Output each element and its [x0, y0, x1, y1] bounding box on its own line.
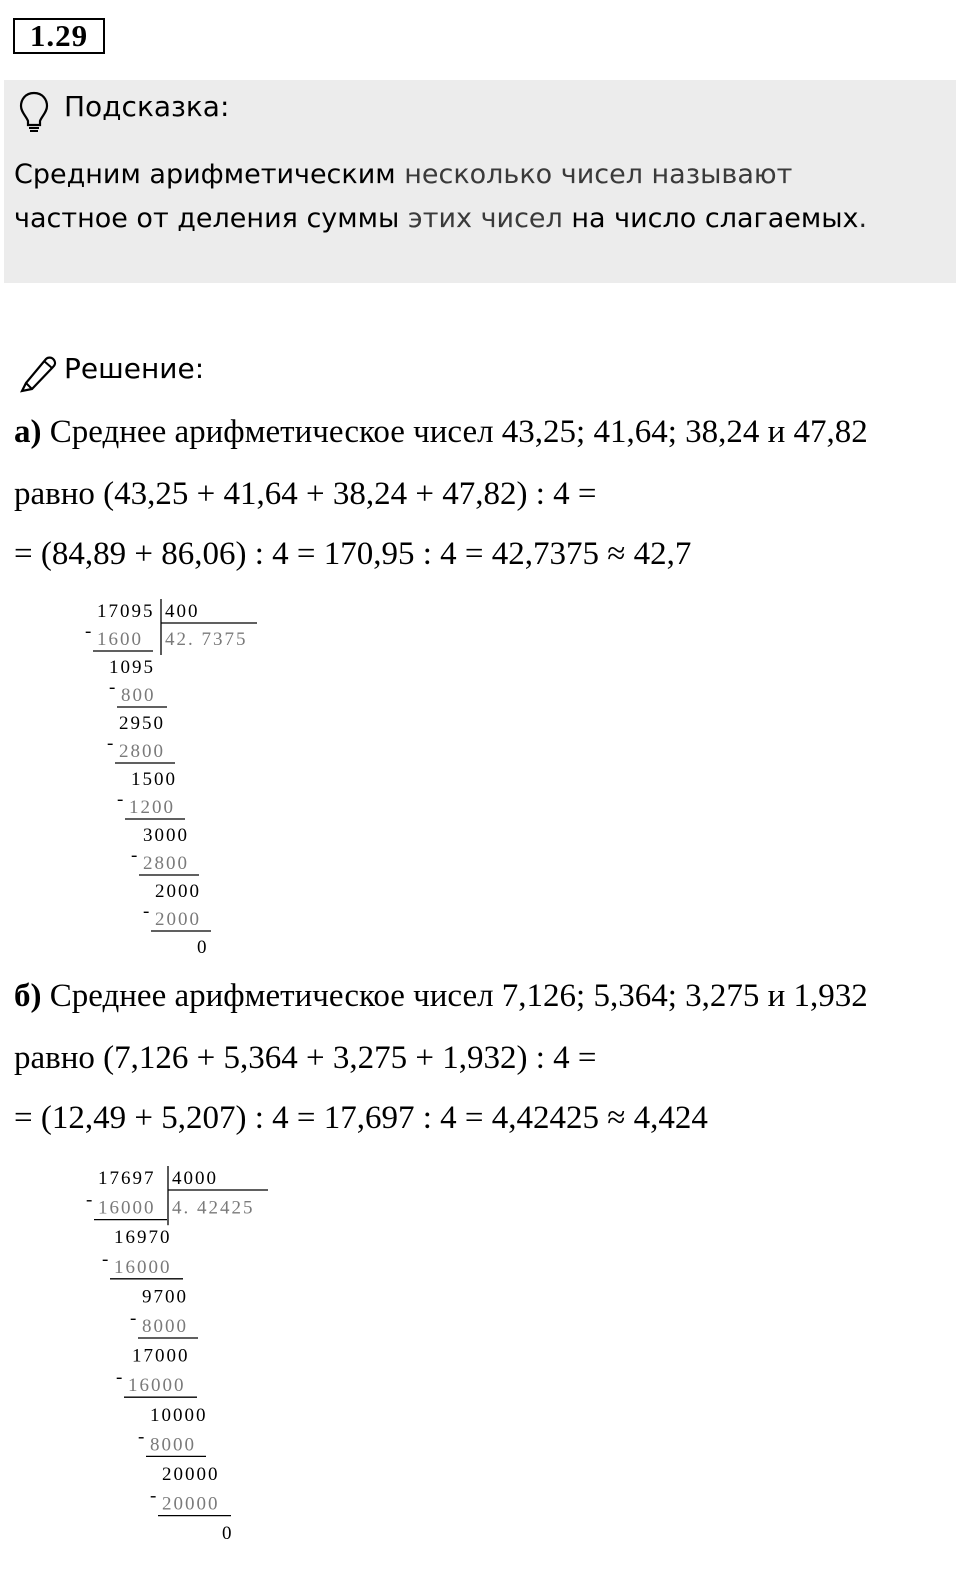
remainder: 1095 [109, 657, 155, 678]
lightbulb-icon [18, 90, 50, 139]
part-a-line-3: = (84,89 + 86,06) : 4 = 170,95 : 4 = 42,7375 ≈ 42,7 [14, 536, 692, 572]
part-b-line-3: = (12,49 + 5,207) : 4 = 17,697 : 4 = 4,42425 ≈ 4,424 [14, 1100, 708, 1136]
subtrahend: 2800 [143, 853, 189, 874]
part-a-text-1: Среднее арифметическое чисел 43,25; 41,64; 38,24 и 47,82 [41, 414, 868, 450]
minus-sign: - [85, 621, 94, 642]
subtrahend: 16000 [98, 1197, 156, 1219]
hint-box [4, 80, 956, 283]
part-b-label: б) [14, 978, 42, 1014]
remainder: 3000 [143, 825, 189, 846]
part-a-line-2: равно (43,25 + 41,64 + 38,24 + 47,82) : 4 = [14, 476, 597, 512]
subtrahend: 8000 [150, 1434, 196, 1456]
minus-sign: - [130, 1308, 139, 1329]
part-a-label: а) [14, 414, 42, 450]
subtrahend: 20000 [162, 1493, 220, 1515]
hint-term-mean: Средним арифметическим [14, 159, 396, 190]
hint-term-quotient: частное от деления суммы [14, 203, 400, 234]
task-number: 1.29 [13, 18, 105, 54]
remainder: 1500 [131, 769, 177, 790]
part-a-line-1 [14, 414, 868, 451]
remainder: 2000 [155, 881, 201, 902]
remainder: 0 [197, 937, 209, 955]
subtrahend: 16000 [128, 1375, 186, 1397]
hint-title: Подсказка: [64, 90, 230, 123]
long-division-a [0, 595, 320, 955]
hint-term-count: на число слагаемых [571, 203, 859, 234]
hint-text-2: этих чисел [399, 203, 572, 234]
subtrahend: 2000 [155, 909, 201, 930]
minus-sign: - [131, 845, 140, 866]
minus-sign: - [109, 677, 118, 698]
minus-sign: - [117, 789, 126, 810]
pencil-icon [18, 353, 58, 398]
minus-sign: - [102, 1248, 111, 1270]
remainder: 2950 [119, 713, 165, 734]
remainder: 17000 [132, 1345, 190, 1367]
remainder: 10000 [150, 1404, 208, 1426]
solution-title: Решение: [64, 352, 205, 385]
minus-sign: - [116, 1367, 125, 1389]
remainder: 16970 [114, 1227, 172, 1249]
long-division-b [0, 1162, 320, 1572]
subtrahend: 1200 [129, 797, 175, 818]
part-b-line-2: равно (7,126 + 5,364 + 3,275 + 1,932) : 4 = [14, 1040, 597, 1076]
subtrahend: 16000 [114, 1256, 172, 1278]
remainder: 9700 [142, 1286, 188, 1308]
remainder: 0 [222, 1523, 234, 1545]
minus-sign: - [138, 1426, 147, 1448]
quotient: 42. 7375 [165, 629, 248, 650]
quotient: 4. 42425 [172, 1197, 255, 1219]
hint-text-1: несколько чисел называют [395, 159, 793, 190]
minus-sign: - [86, 1189, 95, 1211]
dividend: 17697 [98, 1168, 156, 1189]
subtrahend: 2800 [119, 741, 165, 762]
hint-text [14, 153, 949, 241]
subtrahend: 1600 [97, 629, 143, 650]
subtrahend: 8000 [142, 1316, 188, 1337]
minus-sign: - [107, 733, 116, 754]
subtrahend: 800 [121, 685, 156, 706]
remainder: 20000 [162, 1464, 220, 1485]
divisor: 4000 [172, 1168, 218, 1189]
minus-sign: - [150, 1485, 159, 1507]
part-b-line-1 [14, 978, 868, 1015]
minus-sign: - [143, 901, 152, 922]
divisor: 400 [165, 601, 200, 622]
dividend: 17095 [97, 601, 155, 622]
part-b-text-1: Среднее арифметическое чисел 7,126; 5,364; 3,275 и 1,932 [41, 978, 868, 1014]
hint-text-3: . [858, 203, 868, 234]
